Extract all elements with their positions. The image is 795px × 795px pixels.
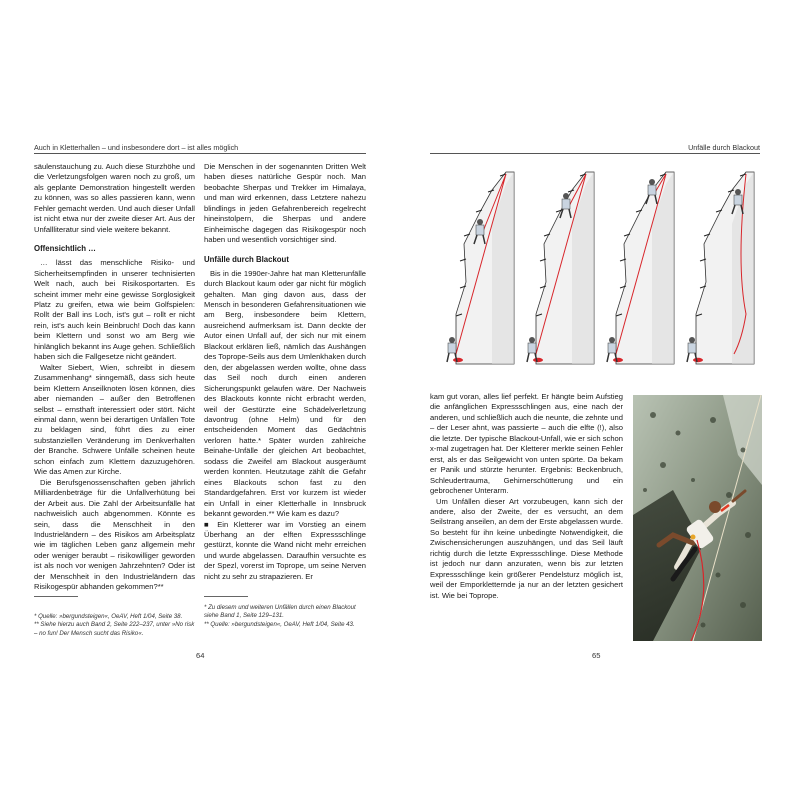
- rope-pile: [453, 358, 463, 362]
- belayer-body: [608, 343, 616, 353]
- running-head-right: Unfälle durch Blackout: [688, 143, 760, 152]
- paragraph: … lässt das menschliche Risiko- und Sicherheitsempfinden in unserer technisierten Welt nach, auch bei Risikosportarten. Es scheint immer mehr eine gewisse Sorglosigkeit Platz zu greifen, etwa wie beim Golfspielen: Rollt der Ball ins Loch, ist's gut – rollt er nicht rein, ist's auch kein Beinbruch! Doch das kann beim Klettern und sonst wo am Berg wie hinlänglich bekannt ins Auge gehen. Schließlich haben sich die Fallgesetze nicht geändert.: [34, 258, 195, 362]
- illustration-panel: [527, 172, 594, 364]
- climber-head: [563, 193, 569, 199]
- climber-body: [734, 195, 742, 205]
- illustration-panel: [607, 172, 674, 364]
- belayer-body: [448, 343, 456, 353]
- blackout-sequence-illustration: [432, 164, 762, 384]
- paragraph: ■ Ein Kletterer war im Vorstieg an einem Überhang an der elften Expressschlinge gestürzt, konnte die Wand nicht mehr erreichen und wurde abgelassen. Daraufhin versuchte es der Spezl, vorerst im Toprope, um seine Nerven nicht zu sehr zu strapazieren. Er: [204, 519, 366, 581]
- climber-head: [735, 189, 741, 195]
- footnotes-left: [34, 613, 195, 638]
- right-page-column-1: [430, 392, 623, 601]
- belayer-head: [449, 337, 455, 343]
- rope-pile: [533, 358, 543, 362]
- photo-svg: [633, 395, 762, 641]
- footnote-rule: [204, 596, 248, 597]
- climbing-hall-photo: [633, 395, 762, 641]
- paragraph: säulenstauchung zu. Auch diese Sturzhöhe und die Verletzungsfolgen waren noch zu groß, um als geplante Demonstration hingestellt werden zu können, was so alles passieren kann, wenn Fehler gemacht werden. Und auch dieser Unfall ist nicht etwa nur der zweite dieser Art. Aus der Unfallliteratur sind viele weitere bekannt.: [34, 162, 195, 234]
- paragraph: Die Berufsgenossenschaften geben jährlich Milliardenbeträge für die Unfallverhütung bei der Arbeit aus. Die Zahl der Arbeitsunfälle hat nachweislich auch abgenommen. Könnte es sein, dass die Menschheit in den Industrieländern – des Risikos am Arbeitsplatz wie im täglichen Leben ganz allgemein mehr oder weniger beraubt – risikowilliger geworden ist als noch vor wenigen Jahrzehnten? Oder ist der Menschheit in den Industrieländern das Risikogespür abhanden gekommen?**: [34, 477, 195, 592]
- paragraph: Um Unfällen dieser Art vorzubeugen, kann sich der andere, also der Zweite, der es versucht, an dem Seilstrang anseilen, an dem der Erste abgelassen wurde. So besteht für ihn keine unbedingte Notwendigkeit, die Zwischensicherungen auszuhängen, und das Seil läuft richtig durch die letzte Expressschlinge. Diese Methode ist jedoch nur dann anzuraten, wenn bis zur letzten Expressschlinge kein größerer Pendelsturz möglich ist, weil der Emporkletternde ja nur an der letzten gesichert ist. Wie bei Toprope.: [430, 496, 623, 600]
- belayer-body: [688, 343, 696, 353]
- header-rule-right: [430, 153, 760, 154]
- section-heading: Unfälle durch Blackout: [204, 254, 289, 264]
- belayer-head: [609, 337, 615, 343]
- climber-body: [562, 199, 570, 209]
- rope-pile: [693, 358, 703, 362]
- running-head-left: Auch in Kletterhallen – und insbesondere dort – ist alles möglich: [34, 143, 239, 152]
- footnote: ** Siehe hierzu auch Band 2, Seite 222–237, unter »No risk – no fun! Der Mensch sucht das Risiko«.: [34, 621, 195, 637]
- climber-head: [477, 219, 483, 225]
- footnote: ** Quelle: »bergundsteigen«, OeAV, Heft 1/04, Seite 43.: [204, 620, 355, 628]
- section-heading: Offensichtlich …: [34, 244, 96, 254]
- footnote-rule: [34, 596, 78, 597]
- rope-pile: [613, 358, 623, 362]
- climber-head: [649, 179, 655, 185]
- illustration-panel: [687, 172, 754, 364]
- paragraph: Walter Siebert, Wien, schreibt in diesem Zusammenhang* sinngemäß, dass sich heute beim Klettern Anseilknoten lösen können, dies aber niemanden – außer den Betroffenen selbst – ernsthaft interessiert oder stört. Nicht einmal dann, wenn bei derartigen Unfällen Tote zu beklagen sind, führt dies zu einer substanziellen Veränderung im Denkverhalten der Branche. Schwere Unfälle scheinen heute schon einfach zum Klettern dazuzugehören. Wie das Amen zur Kirche.: [34, 362, 195, 477]
- illustration-panel: [447, 172, 514, 364]
- belayer-head: [689, 337, 695, 343]
- paragraph: Die Menschen in der sogenannten Dritten Welt haben dieses natürliche Gespür noch. Man beobachte Sherpas und Trekker im Himalaya, und man wird erkennen, dass Letztere nahezu blindlings in jeden Gefahrenbereich regelrecht hineinstolpern, die Sherpas und andere Einheimische dagegen das Risikogespür noch haben und wesentlich vorsichtiger sind.: [204, 162, 366, 245]
- illustration-svg: [432, 164, 762, 384]
- paragraph: Bis in die 1990er-Jahre hat man Kletterunfälle durch Blackout kaum oder gar nicht für möglich gehalten. Man ging davon aus, dass der Mensch in besonderen Gefahrensituationen wie am Berg, insbesondere beim Klettern, ausreichend aufmerksam ist. Dann deckte der Autor einen Unfall auf, der sich nur mit einem Blackout erklären ließ, nämlich das Aushängen des Toprope-Seils aus dem Umlenkhaken durch den, der abgelassen werden wollte, ohne dass das Seil noch durch einen anderen Sicherungspunkt gelaufen wäre. Der Nachweis des Blackouts konnte nicht erbracht werden, weil der Gestürzte eine Schädelverletzung davontrug (ohne Helm) und für den entscheidenden Moment das Gedächtnis verloren hatte.* Später wurden zahlreiche Beinahe-Unfälle der gleichen Art beobachtet, sodass die Zweifel am Blackout ausgeräumt werden konnten. Heutzutage zählt die Gefahr eines Blackouts schon fast zu den Standardgefahren. Erst vor kurzem ist wieder ein Unfall in einer Kletterhalle in Innsbruck bekannt geworden.** Wie kam es dazu?: [204, 268, 366, 519]
- belayer-head: [529, 337, 535, 343]
- climber-body: [648, 185, 656, 195]
- paragraph: kam gut voran, alles lief perfekt. Er hängte beim Aufstieg die anfänglichen Expressschlingen aus, eine nach der anderen, und schließlich auch die neunte, die zehnte und – der Leser ahnt, was passierte – auch die elfte (!), also die letzte. Der typische Blackout-Unfall, wie er sich schon x-mal zugetragen hat. Der Kletterer merkte seinen Fehler erst, als er das Seilgewicht von unten spürte. Da bekam er Panik und stürzte herunter. Ergebnis: Beckenbruch, Schleudertrauma, Gehirnerschütterung und ein gebrochener Unterarm.: [430, 392, 623, 496]
- left-page-column-2: [204, 162, 366, 582]
- footnotes-right: [204, 604, 366, 629]
- page-number-right: 65: [592, 651, 601, 660]
- belayer-body: [528, 343, 536, 353]
- footnote: * Zu diesem und weiteren Unfällen durch einen Blackout siehe Band 1, Seite 129–131.: [204, 604, 356, 620]
- page-number-left: 64: [196, 651, 205, 660]
- footnote: * Quelle: »bergundsteigen«, OeAV, Heft 1/04, Seite 38.: [34, 613, 183, 620]
- climber-body: [476, 225, 484, 235]
- left-page-column-1: [34, 162, 195, 593]
- header-rule-left: [34, 153, 366, 154]
